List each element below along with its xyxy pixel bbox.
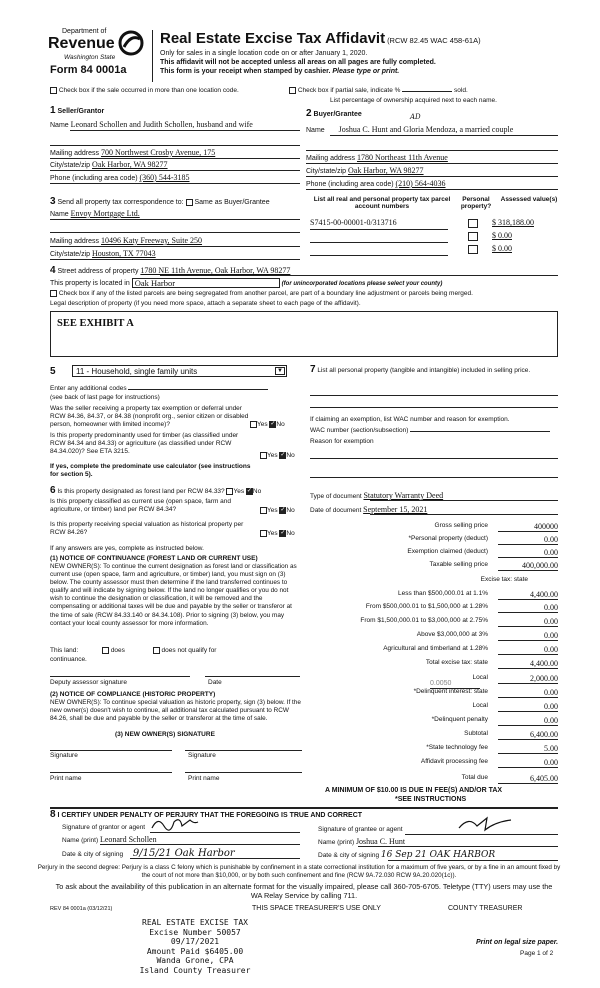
- fee-amount[interactable]: 0.00: [498, 548, 558, 558]
- does-not-label: does not qualify for: [161, 647, 217, 655]
- notice-3-title: (3) NEW OWNER(S) SIGNATURE: [115, 731, 215, 738]
- title-rcw: (RCW 82.45 WAC 458-61A): [387, 36, 481, 45]
- deputy-sig-label: Deputy assessor signature: [50, 679, 127, 686]
- buyer-name: Joshua C. Hunt and Gloria Mendoza, a married couple: [338, 125, 514, 134]
- notice-1-body: NEW OWNER(S): To continue the current designation as forest land or classification as current use (open space, farm and agriculture, or timber) land, you must sign on (3) below. The county assessor must then determine if the land transferred continues to qualify and will indicate by signing below. If the land no longer qualifies or you do not wish to continue the designation or classification, it will be removed and the compensating or additional taxes will be due and payable by the seller or transferor at the time of sale (RCW 84.33.140 or 84.34.108). Prior to signing (3) below, you may contact your local county assessor for more information.: [50, 563, 297, 627]
- fee-label: Total due: [461, 774, 488, 781]
- located-note: (for unincorporated locations please select your county): [281, 280, 443, 287]
- historic-no-checkbox[interactable]: ✓: [280, 530, 286, 536]
- codes-note: (see back of last page for instructions): [50, 394, 160, 401]
- partial-sale-label: Check box if partial sale, indicate %: [297, 87, 401, 95]
- doc-type-label: Type of document: [310, 493, 362, 500]
- fee-amount[interactable]: 5.00: [498, 744, 558, 754]
- legal-description-box[interactable]: [50, 311, 558, 357]
- fee-label: From $1,500,000.01 to $3,000,000 at 2.75%: [360, 617, 488, 624]
- fee-amount[interactable]: 0.00: [498, 688, 558, 698]
- location-value: Oak Harbor: [134, 278, 176, 288]
- grantee-date-label: Date & city of signing: [318, 852, 380, 859]
- grantee-name: Joshua C. Hunt: [355, 837, 406, 846]
- fee-label: Excise tax: state: [480, 576, 528, 583]
- fee-amount[interactable]: 6,400.00: [498, 730, 558, 740]
- pct-note: List percentage of ownership acquired next to each name.: [330, 97, 497, 104]
- county-treasurer: COUNTY TREASURER: [448, 905, 523, 912]
- seller-phone: (360) 544-3185: [139, 173, 190, 182]
- fee-amount[interactable]: 0.00: [498, 702, 558, 712]
- revenue-swoosh-icon: [118, 30, 144, 56]
- fee-row: [310, 576, 558, 587]
- alt-format-text: To ask about the availability of this publication in an alternate format for the visually impaired, please call 360-705-6705. Teletype (TTY) users may use the WA Relay Service by calling 711.: [55, 882, 553, 900]
- grantor-name: Leonard Schollen: [99, 835, 157, 844]
- seller-heading: Seller/Grantor: [57, 108, 105, 115]
- buyer-initials: AD: [410, 113, 421, 121]
- grantee-sig-label: Signature of grantee or agent: [318, 826, 403, 833]
- fee-label: Above $3,000,000 at 3%: [416, 631, 488, 638]
- buyer-addr: 1780 Northeast 11th Avenue: [356, 153, 448, 162]
- notice-2-title: (2) NOTICE OF COMPLIANCE (HISTORIC PROPERTY): [50, 691, 216, 698]
- assessed-col-header: Assessed value(s): [500, 196, 558, 203]
- washington-state: Washington State: [64, 54, 116, 61]
- fee-row: [310, 744, 558, 755]
- this-land-label: This land:: [50, 647, 79, 655]
- multi-location-checkbox[interactable]: [50, 87, 57, 94]
- seller-name-label: Name: [50, 122, 69, 129]
- fee-label: Total excise tax: state: [425, 659, 488, 666]
- corr-name: Envoy Mortgage Ltd.: [70, 209, 140, 218]
- fee-label: *Personal property (deduct): [408, 535, 488, 542]
- sold-label: sold.: [454, 87, 468, 95]
- fee-amount[interactable]: 0.00: [498, 535, 558, 545]
- section-8-num: 8: [50, 809, 56, 820]
- codes-label: Enter any additional codes: [50, 385, 127, 392]
- partial-sale-check[interactable]: [289, 87, 468, 94]
- buyer-city: Oak Harbor, WA 98277: [348, 166, 424, 175]
- fee-row: [310, 645, 558, 656]
- see-instructions: *SEE INSTRUCTIONS: [395, 796, 467, 803]
- wac-label: WAC number (section/subsection): [310, 427, 409, 434]
- section-3-num: 3: [50, 196, 56, 207]
- deputy-date-label: Date: [208, 679, 222, 686]
- stamp-line: Amount Paid $6405.00: [146, 946, 244, 956]
- historic-no-label: No: [286, 530, 295, 538]
- fee-label: *Delinquent interest: state: [413, 688, 488, 695]
- fee-row: [310, 659, 558, 670]
- fee-amount[interactable]: 0.00: [498, 631, 558, 641]
- fee-label: Gross selling price: [434, 522, 488, 529]
- fee-label: Less than $500,000.01 at 1.1%: [398, 590, 488, 597]
- exempt-label: If claiming an exemption, list WAC number and reason for exemption.: [310, 416, 510, 423]
- subtitle-1: Only for sales in a single location code on or after January 1, 2020.: [160, 50, 368, 57]
- fee-amount[interactable]: 0.00: [498, 617, 558, 627]
- does-label: does: [110, 647, 125, 655]
- buyer-phone: (210) 564-4036: [395, 179, 446, 188]
- street-address: 1780 NE 11th Avenue, Oak Harbor, WA 98277: [140, 266, 291, 275]
- fee-amount[interactable]: 0.00: [498, 758, 558, 768]
- assessed-value: $ 0.00: [492, 231, 512, 240]
- partial-sale-checkbox[interactable]: [289, 87, 296, 94]
- corr-city: Houston, TX 77043: [92, 249, 156, 258]
- seller-addr-label: Mailing address: [50, 150, 100, 157]
- treasurer-space: THIS SPACE TREASURER'S USE ONLY: [252, 905, 381, 912]
- forest-no-checkbox[interactable]: ✓: [246, 487, 252, 494]
- stamp-line: Island County Treasurer: [139, 965, 251, 975]
- section-1-num: 1: [50, 105, 56, 116]
- q1-yes-label: Yes: [257, 421, 268, 429]
- local-rate-value: 0.0050: [430, 680, 452, 687]
- corr-name-label: Name: [50, 211, 69, 218]
- corr-addr-label: Mailing address: [50, 238, 100, 245]
- segregated-checkbox[interactable]: [50, 290, 57, 297]
- fee-label: Affidavit processing fee: [420, 758, 488, 765]
- buyer-name-label: Name: [306, 127, 325, 134]
- forest-no-label: No: [252, 488, 262, 495]
- fee-amount[interactable]: 6,405.00: [498, 774, 558, 784]
- dept-of: Department of: [62, 28, 107, 35]
- section-7-num: 7: [310, 364, 316, 375]
- doc-type: Statutory Warranty Deed: [363, 491, 444, 500]
- fee-row: [310, 535, 558, 546]
- location-select[interactable]: [132, 278, 280, 288]
- minimum-note: A MINIMUM OF $10.00 IS DUE IN FEE(S) AND/OR TAX: [325, 787, 503, 794]
- fee-label: Taxable selling price: [429, 561, 488, 568]
- legal-paper-note: Print on legal size paper.: [476, 939, 559, 946]
- grantee-name-label: Name (print): [318, 839, 355, 846]
- fee-row: [310, 730, 558, 741]
- rev-number: REV 84 0001a (03/12/21): [50, 906, 113, 912]
- use-code-select[interactable]: [72, 365, 287, 377]
- timber-question: Is this property predominantly used for timber (as classified under RCW 84.34 and 84.33) or agriculture (as classified under RCW 84.34.020)? See ETA 3215.: [50, 432, 239, 455]
- fee-amount[interactable]: 0.00: [498, 645, 558, 655]
- chevron-down-icon: ▼: [275, 367, 285, 375]
- certify-text: I CERTIFY UNDER PENALTY OF PERJURY THAT THE FOREGOING IS TRUE AND CORRECT: [57, 812, 363, 819]
- personal-col-header: Personal property?: [460, 196, 492, 210]
- section-6-num: 6: [50, 485, 56, 496]
- street-label: Street address of property: [57, 268, 139, 275]
- treasurer-stamp: [95, 918, 295, 976]
- owner-print-1: Print name: [50, 775, 82, 782]
- grantor-sig-label: Signature of grantor or agent: [62, 824, 146, 831]
- forest-question: Is this property designated as forest land per RCW 84.33?: [57, 488, 225, 495]
- current-use-no-checkbox[interactable]: ✓: [280, 507, 286, 513]
- subtitle-3b: Please type or print.: [332, 68, 400, 75]
- assessed-value: $ 0.00: [492, 244, 512, 253]
- fee-row: [310, 716, 558, 727]
- form-title: [160, 30, 481, 47]
- forest-yes-label: Yes: [233, 488, 245, 495]
- located-label: This property is located in: [50, 279, 130, 287]
- notice-2-body: NEW OWNER(S): To continue special valuation as historic property, sign (3) below. If the new owner(s) doesn't wish to continue, all additional tax calculated pursuant to RCW 84.26, shall be due and payable by the seller or transferor at the time of sale.: [50, 699, 301, 723]
- fee-label: Agricultural and timberland at 1.28%: [383, 645, 488, 652]
- exemption-question: Was the seller receiving a property tax exemption or deferral under RCW 84.36, 84.37, or 84.38 (nonprofit org., senior citizen or disabled person, homeowner with limited income)?: [50, 405, 249, 428]
- grantor-date-label: Date & city of signing: [62, 851, 124, 858]
- segregated-label: Check box if any of the listed parcels are being segregated from another parcel, are part of a boundary line adjustment or parcels being merged.: [58, 290, 473, 298]
- stamp-line: REAL ESTATE EXCISE TAX: [142, 918, 248, 927]
- fee-label: Local: [472, 674, 488, 681]
- dor-logo: [42, 28, 152, 78]
- fee-label: *Delinquent penalty: [431, 716, 488, 723]
- owner-sig-2: Signature: [188, 752, 216, 759]
- fee-label: Exemption claimed (deduct): [407, 548, 488, 555]
- personal-property-checkbox[interactable]: [468, 219, 478, 228]
- perjury-text: [36, 864, 562, 879]
- fee-row: [310, 522, 558, 533]
- fee-amount[interactable]: 400000: [498, 522, 558, 532]
- title-text: Real Estate Excise Tax Affidavit: [160, 30, 386, 47]
- historic-yes-checkbox[interactable]: [260, 530, 267, 537]
- buyer-phone-label: Phone (including area code): [306, 181, 394, 188]
- fee-row: [310, 590, 558, 601]
- fee-row: [310, 774, 558, 785]
- grantor-date: 9/15/21 Oak Harbor: [132, 848, 235, 859]
- stamp-line: 09/17/2021: [170, 937, 220, 947]
- fee-amount[interactable]: 0.00: [498, 603, 558, 613]
- seller-phone-label: Phone (including area code): [50, 175, 138, 182]
- seller-addr: 700 Northwest Crosby Avenue, 175: [100, 148, 216, 157]
- stamp-line: Excise Number 50057: [149, 927, 241, 937]
- fee-row: [310, 688, 558, 699]
- doc-date-label: Date of document: [310, 507, 362, 514]
- continuance-label: continuance.: [50, 656, 87, 663]
- q2-no-checkbox[interactable]: ✓: [280, 452, 286, 458]
- current-use-no-label: No: [286, 507, 295, 515]
- fee-row: [310, 758, 558, 769]
- owner-print-2: Print name: [188, 775, 220, 782]
- subtitle-3: [160, 68, 399, 75]
- personal-property-checkbox[interactable]: [468, 245, 478, 254]
- timber-note: If yes, complete the predominate use calculator (see instructions for section 5).: [50, 463, 251, 478]
- parcel-number: S7415-00-00001-0/313716: [310, 218, 397, 227]
- multi-location-check[interactable]: [50, 87, 239, 94]
- fee-amount[interactable]: 0.00: [498, 716, 558, 726]
- parcel-col-header: List all real and personal property tax parcel account numbers: [313, 196, 451, 210]
- fee-row: [310, 561, 558, 572]
- fee-row: [310, 603, 558, 614]
- form-number: Form 84 0001a: [50, 64, 127, 76]
- buyer-addr-label: Mailing address: [306, 155, 356, 162]
- subtitle-2: This affidavit will not be accepted unless all areas on all pages are fully completed.: [160, 59, 436, 66]
- grantee-signature: [455, 812, 515, 834]
- seller-city: Oak Harbor, WA 98277: [92, 160, 168, 169]
- corr-addr: 10496 Katy Freeway, Suite 250: [100, 236, 203, 245]
- subtitle-3a: This form is your receipt when stamped by cashier.: [160, 68, 331, 75]
- fee-row: [310, 631, 558, 642]
- fee-label: *State technology fee: [426, 744, 488, 751]
- fee-amount[interactable]: 4,400.00: [498, 659, 558, 669]
- section-7-text: List all personal property (tangible and intangible) included in selling price.: [317, 367, 531, 374]
- grantor-name-label: Name (print): [62, 837, 99, 844]
- section-2-num: 2: [306, 108, 312, 119]
- legal-description: SEE EXHIBIT A: [57, 318, 134, 329]
- corr-city-label: City/state/zip: [50, 251, 91, 258]
- fee-label: From $500,000.01 to $1,500,000 at 1.28%: [365, 603, 488, 610]
- q2-yes-label: Yes: [267, 452, 278, 460]
- q2-no-label: No: [286, 452, 295, 460]
- legal-label: Legal description of property (if you need more space, attach a separate sheet to each page of the affidavit).: [50, 300, 361, 307]
- personal-property-checkbox[interactable]: [468, 232, 478, 241]
- revenue-wordmark: Revenue: [48, 35, 115, 52]
- current-use-question: Is this property classified as current use (open space, farm and agriculture, or timber) land per RCW 84.34?: [50, 498, 232, 513]
- section-4-num: 4: [50, 265, 56, 276]
- q2-yes-checkbox[interactable]: [260, 452, 267, 459]
- doc-date: September 15, 2021: [363, 505, 428, 514]
- current-use-yes-label: Yes: [267, 507, 278, 515]
- grantee-date: 16 Sep 21 OAK HARBOR: [380, 850, 496, 860]
- fee-row: [310, 617, 558, 628]
- does-not-checkbox[interactable]: [153, 647, 160, 654]
- fee-amount[interactable]: 2,000.00: [498, 674, 558, 684]
- fee-label: Local: [472, 702, 488, 709]
- does-checkbox[interactable]: [102, 647, 109, 654]
- fee-label: Subtotal: [464, 730, 488, 737]
- fee-row: [310, 548, 558, 559]
- section-5-num: 5: [50, 366, 56, 377]
- same-as-buyer-checkbox[interactable]: [186, 199, 193, 206]
- any-yes-note: If any answers are yes, complete as instructed below.: [50, 545, 204, 552]
- assessed-value: $ 318,188.00: [492, 218, 534, 227]
- use-code-value: 11 - Household, single family units: [76, 367, 198, 376]
- notice-1-title: (1) NOTICE OF CONTINUANCE (FOREST LAND OR CURRENT USE): [50, 555, 258, 562]
- seller-city-label: City/state/zip: [50, 162, 91, 169]
- q1-no-checkbox[interactable]: ✓: [270, 421, 276, 427]
- section-3-text: Send all property tax correspondence to:: [57, 199, 184, 206]
- grantor-signature: [150, 814, 200, 832]
- perjury-body: Perjury in the second degree: Perjury is a class C felony which is punishable by confinement in a state correctional institution for a maximum of five years, or by a fine in an amount fixed by the court of not more than $10,000, or by both such confinement and fine (RCW 9A.72.030 RCW 9A.20.020(1c)).: [37, 864, 561, 879]
- fee-amount[interactable]: 4,400.00: [498, 590, 558, 600]
- owner-sig-1: Signature: [50, 752, 78, 759]
- fee-amount[interactable]: 400,000.00: [498, 561, 558, 571]
- stamp-line: Wanda Grone, CPA: [156, 956, 234, 966]
- multi-location-label: Check box if the sale occurred in more than one location code.: [58, 87, 239, 95]
- buyer-heading: Buyer/Grantee: [313, 111, 362, 118]
- historic-yes-label: Yes: [267, 530, 278, 538]
- q1-no-label: No: [276, 421, 285, 429]
- seller-name: Leonard Schollen and Judith Schollen, husband and wife: [70, 120, 253, 129]
- fee-row: [310, 702, 558, 713]
- local-rate-field[interactable]: [430, 680, 480, 689]
- historic-question: Is this property receiving special valuation as historical property per RCW 84.26?: [50, 521, 244, 536]
- same-as-buyer-label: Same as Buyer/Grantee: [194, 199, 270, 206]
- q1-yes-checkbox[interactable]: [250, 421, 257, 428]
- page-number: Page 1 of 2: [520, 950, 554, 957]
- buyer-city-label: City/state/zip: [306, 168, 347, 175]
- current-use-yes-checkbox[interactable]: [260, 507, 267, 514]
- reason-label: Reason for exemption: [310, 438, 374, 445]
